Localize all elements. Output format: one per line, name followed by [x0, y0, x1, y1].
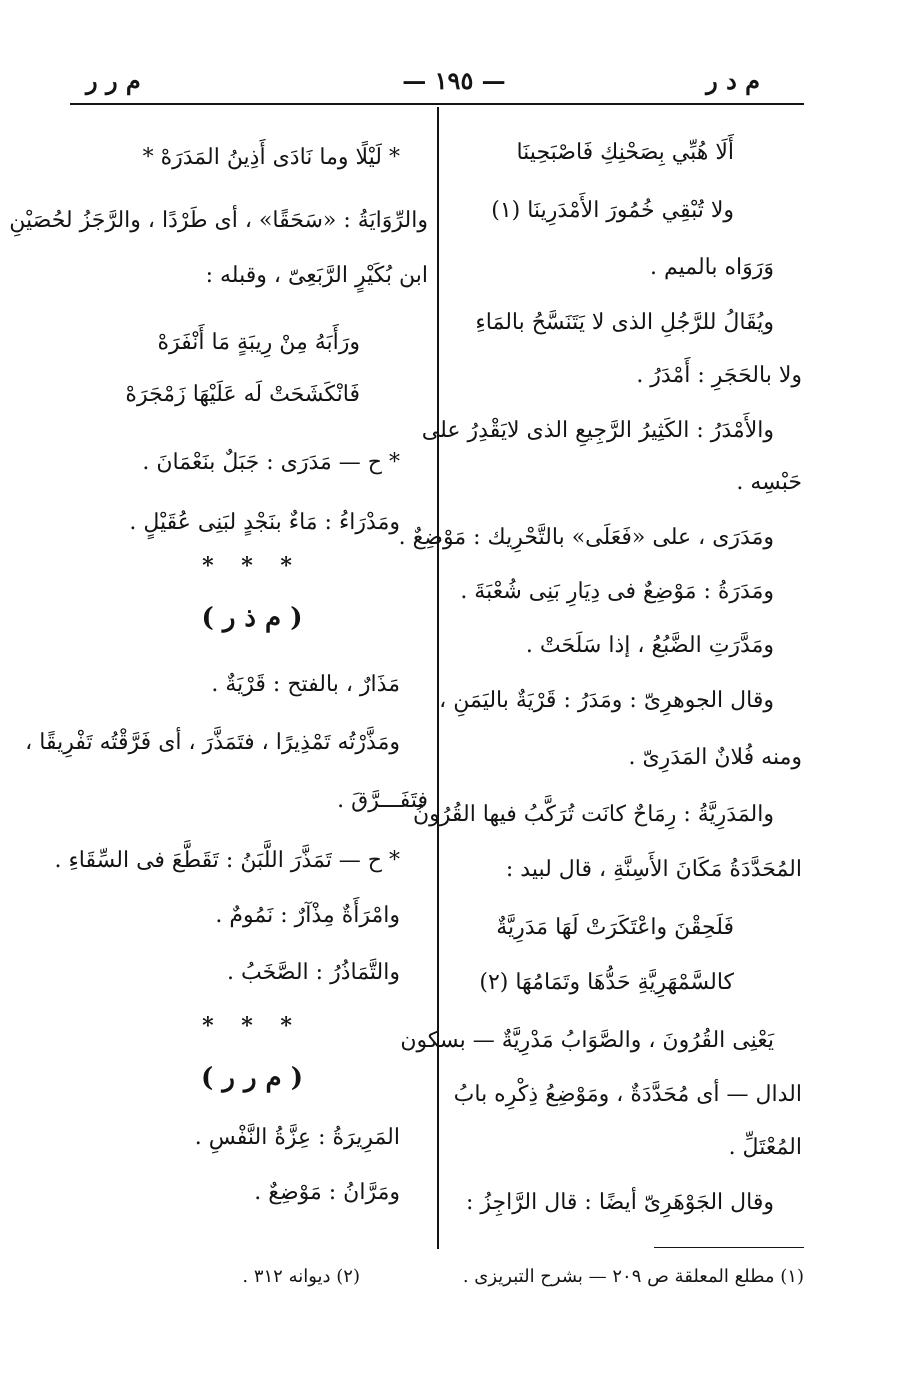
text-line: ولا بالحَجَرِ : أَمْدَرُ . — [636, 363, 802, 388]
text-line: فتَفَـــرَّقَ . — [337, 788, 428, 813]
root-heading: ( م ذ ر ) — [201, 603, 303, 633]
text-line: المُعْتَلِّ . — [728, 1135, 802, 1160]
text-line: يَعْنِى القُرُونَ ، والصَّوَابُ مَدْرِيَّةٌ — بسكون — [400, 1028, 774, 1053]
text-line: المَرِيرَةُ : عِزَّةُ النَّفْسِ . — [194, 1125, 400, 1150]
text-line: والأَمْدَرُ : الكَثِيرُ الرَّجِيعِ الذى لايَقْدِرُ على — [421, 418, 774, 443]
text-line: وقال الجوهرِىّ : ومَدَرُ : قَرْيَةٌ باليَمَنِ ، — [439, 688, 774, 713]
text-line: ولا تُبْقِي خُمُورَ الأَمْدَرِينَا (١) — [491, 198, 734, 223]
running-head-right: م د ر — [706, 66, 760, 95]
text-line: ومَدَرَةُ : مَوْضِعٌ فى دِيَارِ بَنِى شُعْبَةَ . — [460, 579, 774, 604]
text-line: ومَرَّانُ : مَوْضِعٌ . — [254, 1180, 400, 1205]
root-heading: ( م ر ر ) — [200, 1063, 304, 1093]
text-line: ابن بُكَيْرٍ الرَّبَعِىّ ، وقبله : — [205, 263, 428, 288]
text-line: الدال — أى مُحَدَّدَةٌ ، ومَوْضِعُ ذِكْرِه بابُ — [453, 1082, 802, 1107]
text-line: وقال الجَوْهَرِىّ أيضًا : قال الرَّاجِزُ : — [466, 1190, 774, 1215]
text-line: فَانْكَشَحَتْ لَه عَلَيْهَا زَمْجَرَهْ — [125, 382, 360, 407]
text-line: ومَذَّرْتُه تَمْذِيرًا ، فتَمَذَّرَ ، أى فَرَّقْتُه تَفْرِيقًا ، — [25, 730, 400, 755]
text-line: والتَّمَاذُرُ : الصَّخَبُ . — [226, 960, 400, 985]
text-line: * لَيْلًا وما نَادَى أَذِينُ المَدَرَهْ * — [142, 145, 400, 170]
running-head-left: م ر ر — [86, 66, 141, 95]
header-rule — [70, 103, 804, 105]
footnote-rule — [654, 1247, 804, 1248]
text-line: ورَأَبَهُ مِنْ رِيبَةٍ مَا أَنْفَرَهْ — [157, 330, 360, 355]
text-line: ومَدْرَاءُ : مَاءٌ بنَجْدٍ لبَنِى عُقَيْلٍ . — [129, 510, 400, 535]
section-separator: * * * — [202, 553, 302, 579]
text-line: مَذَارٌ ، بالفتح : قَرْيَةٌ . — [211, 672, 400, 697]
text-line: أَلَا هُبِّي بِصَحْنِكِ فَاصْبَحِينَا — [516, 140, 734, 165]
section-separator: * * * — [202, 1013, 302, 1039]
text-line: والرِّوَايَةُ : «سَحَقًا» ، أى طَرْدًا ، والرَّجَزُ لحُصَيْنِ — [9, 208, 428, 233]
text-line: * ح — تَمَذَّرَ اللَّبَنُ : تَقَطَّعَ فى السِّقَاءِ . — [54, 848, 400, 873]
text-line: والمَدَرِيَّةُ : رِمَاحٌ كانَت تُرَكَّبُ فيها القُرُونُ — [412, 802, 774, 827]
text-line: فَلَحِقْنَ واعْتَكَرَتْ لَهَا مَدَرِيَّةٌ — [496, 915, 734, 940]
text-line: * ح — مَدَرَى : جَبَلٌ بنَعْمَانَ . — [142, 450, 400, 475]
text-line: ومَدَّرَتِ الضَّبُعُ ، إذا سَلَحَتْ . — [525, 633, 774, 658]
text-line: حَبْسِه . — [736, 470, 802, 495]
column-divider — [437, 107, 439, 1249]
text-line: كالسَّمْهَرِيَّةِ حَدُّهَا وتَمَامُهَا (٢) — [479, 970, 734, 995]
text-line: ويُقَالُ للرَّجُلِ الذى لا يَتَنَسَّحُ بالمَاءِ — [475, 310, 774, 335]
text-line: ومنه فُلانٌ المَدَرِىّ . — [628, 745, 802, 770]
text-line: وَرَوَاه بالميم . — [649, 255, 774, 280]
footnote-2: (٢) ديوانه ٣١٢ . — [242, 1266, 360, 1287]
footnote-1: (١) مطلع المعلقة ص ٢٠٩ — بشرح التبريزى . — [462, 1266, 804, 1287]
text-line: ومَدَرَى ، على «فَعَلَى» بالتَّحْرِيك : مَوْضِعٌ . — [398, 525, 774, 550]
text-line: وامْرَأَةٌ مِذْآرٌ : نَمُومٌ . — [215, 903, 400, 928]
text-line: المُحَدَّدَةُ مَكَانَ الأَسِنَّةِ ، قال لبيد : — [505, 857, 802, 882]
page-number: — ١٩٥ — — [402, 66, 506, 95]
